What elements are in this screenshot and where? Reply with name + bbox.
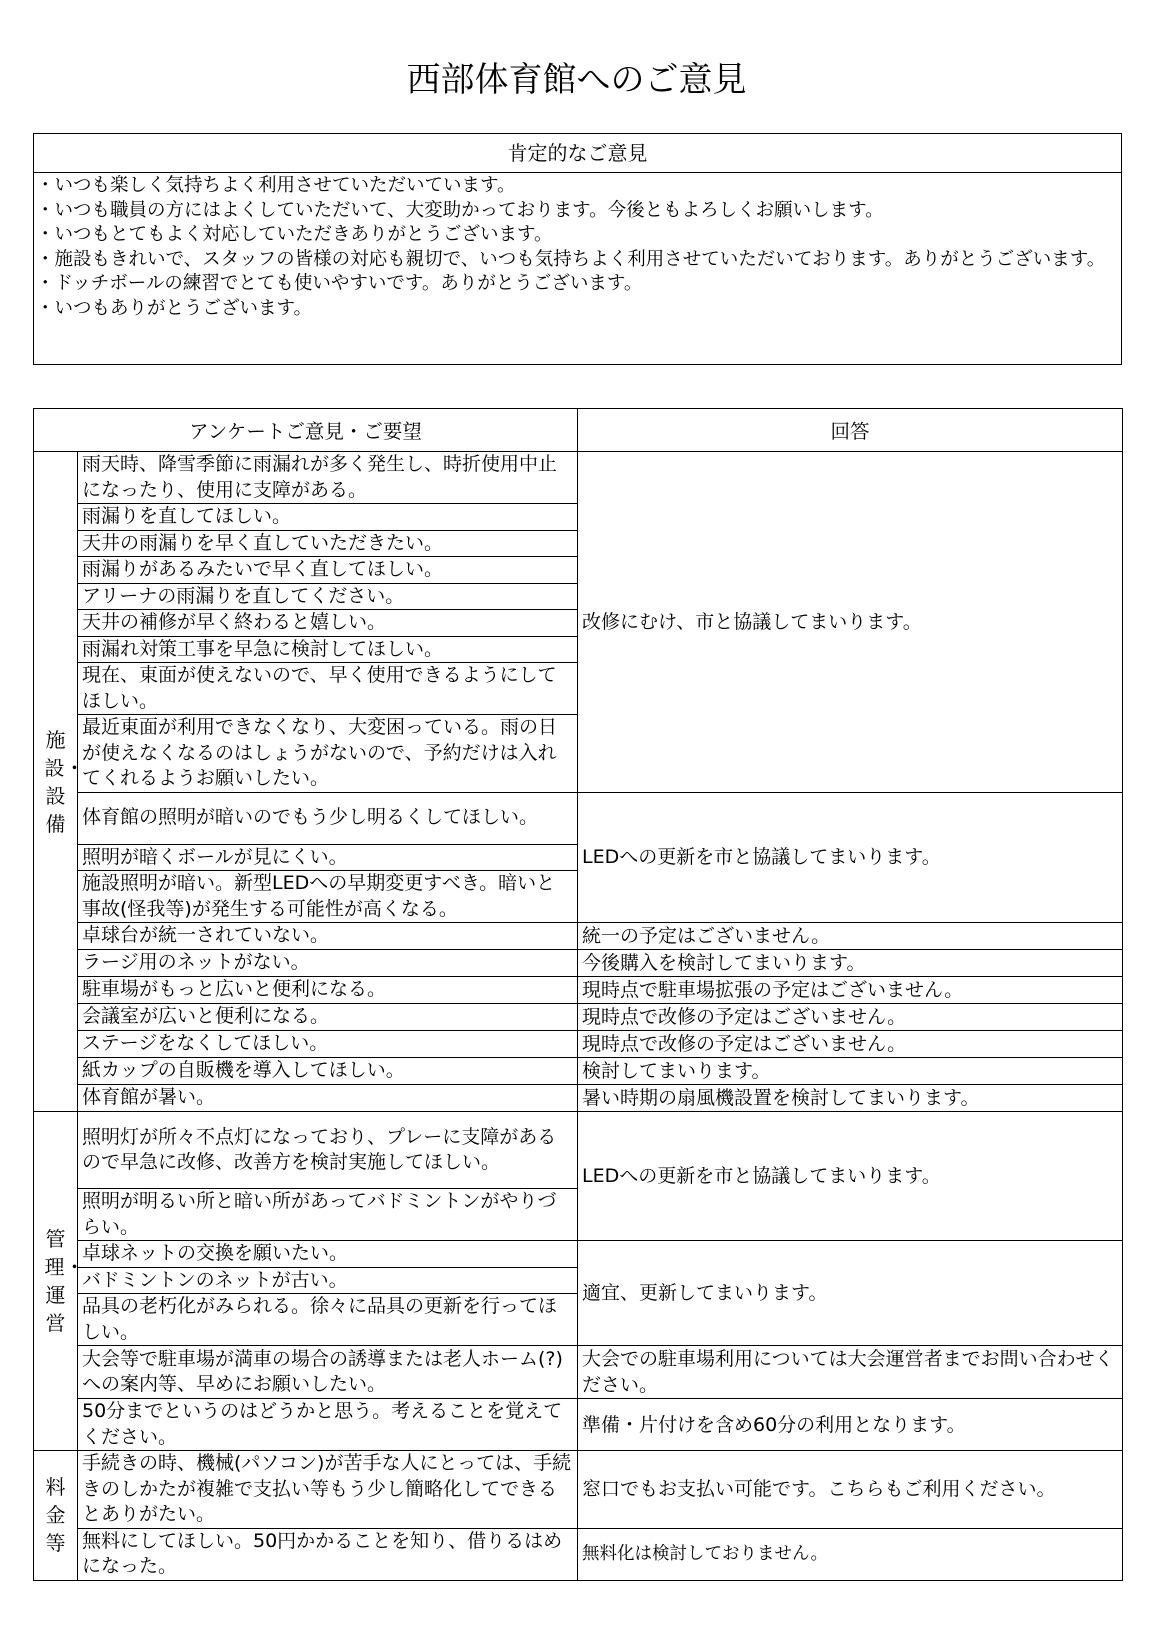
table-row <box>34 1031 1123 1058</box>
answer-cell: 大会での駐車場利用については大会運営者までお問い合わせください。 <box>578 1346 1123 1399</box>
request-cell: 体育館が暑い。 <box>78 1085 578 1112</box>
table-row <box>34 923 1123 950</box>
positive-feedback-heading: 肯定的なご意見 <box>34 134 1121 173</box>
positive-feedback-item: ・いつも職員の方にはよくしていただいて、大変助かっております。今後ともよろしくお願いします。 <box>36 199 884 221</box>
table-row <box>34 1241 1123 1268</box>
answer-cell: 適宜、更新してまいります。 <box>578 1241 1123 1346</box>
answer-cell: 現時点で駐車場拡張の予定はございません。 <box>578 977 1123 1004</box>
request-cell: 卓球台が統一されていない。 <box>78 923 578 950</box>
page-title: 西部体育館へのご意見 <box>406 60 747 100</box>
answer-cell: 今後購入を検討してまいります。 <box>578 950 1123 977</box>
request-cell: 品具の老朽化がみられる。徐々に品具の更新を行ってほしい。 <box>78 1294 578 1346</box>
positive-feedback-item: ・いつもありがとうございます。 <box>36 297 313 319</box>
positive-feedback-item: ・いつも楽しく気持ちよく利用させていただいています。 <box>36 175 516 196</box>
table-row <box>34 977 1123 1004</box>
request-cell: 会議室が広いと便利になる。 <box>78 1004 578 1031</box>
positive-feedback-list <box>34 173 1121 321</box>
answer-cell: 窓口でもお支払い可能です。こちらもご利用ください。 <box>578 1451 1123 1529</box>
table-row <box>34 452 1123 504</box>
request-cell: ステージをなくしてほしい。 <box>78 1031 578 1058</box>
table-row <box>34 792 1123 844</box>
request-cell: 天井の補修が早く終わると嬉しい。 <box>78 610 578 637</box>
feedback-table <box>33 408 1123 1581</box>
table-row <box>34 1085 1123 1112</box>
request-cell: ラージ用のネットがない。 <box>78 950 578 977</box>
answer-cell: 検討してまいります。 <box>578 1058 1123 1085</box>
answer-cell: 無料化は検討しておりません。 <box>578 1528 1123 1580</box>
answer-cell: 暑い時期の扇風機設置を検討してまいります。 <box>578 1085 1123 1112</box>
request-cell: アリーナの雨漏りを直してください。 <box>78 583 578 610</box>
request-cell: 雨漏れ対策工事を早急に検討してほしい。 <box>78 636 578 663</box>
request-cell: 卓球ネットの交換を願いたい。 <box>78 1241 578 1268</box>
request-cell: バドミントンのネットが古い。 <box>78 1267 578 1294</box>
positive-feedback-item: ・施設もきれいで、スタッフの皆様の対応も親切で、いつも気持ちよく利用させていただいております。ありがとうございます。 <box>36 248 1106 270</box>
request-cell: 最近東面が利用できなくなり、大変困っている。雨の日が使えなくなるのはしょうがないので、予約だけは入れてくれるようお願いしたい。 <box>78 715 578 793</box>
category-facilities: 施設・設備 <box>34 452 78 1112</box>
request-cell: 手続きの時、機械(パソコン)が苦手な人にとっては、手続きのしかたが複雑で支払い等もう少し簡略化してできるとありがたい。 <box>78 1451 578 1529</box>
answer-cell: LEDへの更新を市と協議してまいります。 <box>578 1112 1123 1241</box>
answer-cell: 準備・片付けを含め60分の利用となります。 <box>578 1399 1123 1451</box>
request-cell: 体育館の照明が暗いのでもう少し明るくしてほしい。 <box>78 792 578 844</box>
answer-cell: 現時点で改修の予定はございません。 <box>578 1004 1123 1031</box>
positive-feedback-item: ・ドッチボールの練習でとても使いやすいです。ありがとうございます。 <box>36 273 643 294</box>
category-fees: 料金等 <box>34 1451 78 1581</box>
request-cell: 現在、東面が使えないので、早く使用できるようにしてほしい。 <box>78 663 578 715</box>
answer-cell: LEDへの更新を市と協議してまいります。 <box>578 792 1123 923</box>
table-row <box>34 1004 1123 1031</box>
table-row <box>34 950 1123 977</box>
request-cell: 天井の雨漏りを早く直していただきたい。 <box>78 530 578 557</box>
table-row <box>34 1528 1123 1580</box>
table-row <box>34 1451 1123 1529</box>
category-management: 管理・運営 <box>34 1112 78 1451</box>
request-cell: 施設照明が暗い。新型LEDへの早期変更すべき。暗いと事故(怪我等)が発生する可能性が高くなる。 <box>78 871 578 923</box>
positive-feedback-item: ・いつもとてもよく対応していただきありがとうございます。 <box>36 224 553 245</box>
request-cell: 大会等で駐車場が満車の場合の誘導または老人ホーム(?)への案内等、早めにお願いしたい。 <box>78 1346 578 1399</box>
table-row <box>34 1346 1123 1399</box>
request-cell: 駐車場がもっと広いと便利になる。 <box>78 977 578 1004</box>
request-cell: 雨漏りがあるみたいで早く直してほしい。 <box>78 557 578 584</box>
table-row <box>34 1112 1123 1189</box>
answer-cell: 現時点で改修の予定はございません。 <box>578 1031 1123 1058</box>
table-row <box>34 1399 1123 1451</box>
request-cell: 照明が明るい所と暗い所があってバドミントンがやりづらい。 <box>78 1189 578 1241</box>
answer-cell: 改修にむけ、市と協議してまいります。 <box>578 452 1123 793</box>
table-header-row <box>34 409 1123 452</box>
answer-cell: 統一の予定はございません。 <box>578 923 1123 950</box>
header-answer: 回答 <box>578 409 1123 452</box>
table-row <box>34 1058 1123 1085</box>
request-cell: 50分までというのはどうかと思う。考えることを覚えてください。 <box>78 1399 578 1451</box>
request-cell: 照明が暗くボールが見にくい。 <box>78 844 578 871</box>
request-cell: 無料にしてほしい。50円かかることを知り、借りるはめになった。 <box>78 1528 578 1580</box>
request-cell: 紙カップの自販機を導入してほしい。 <box>78 1058 578 1085</box>
positive-feedback-box <box>33 133 1122 365</box>
request-cell: 雨天時、降雪季節に雨漏れが多く発生し、時折使用中止になったり、使用に支障がある。 <box>78 452 578 504</box>
request-cell: 雨漏りを直してほしい。 <box>78 504 578 531</box>
header-request: アンケートご意見・ご要望 <box>34 409 578 452</box>
request-cell: 照明灯が所々不点灯になっており、プレーに支障があるので早急に改修、改善方を検討実施してほしい。 <box>78 1112 578 1189</box>
